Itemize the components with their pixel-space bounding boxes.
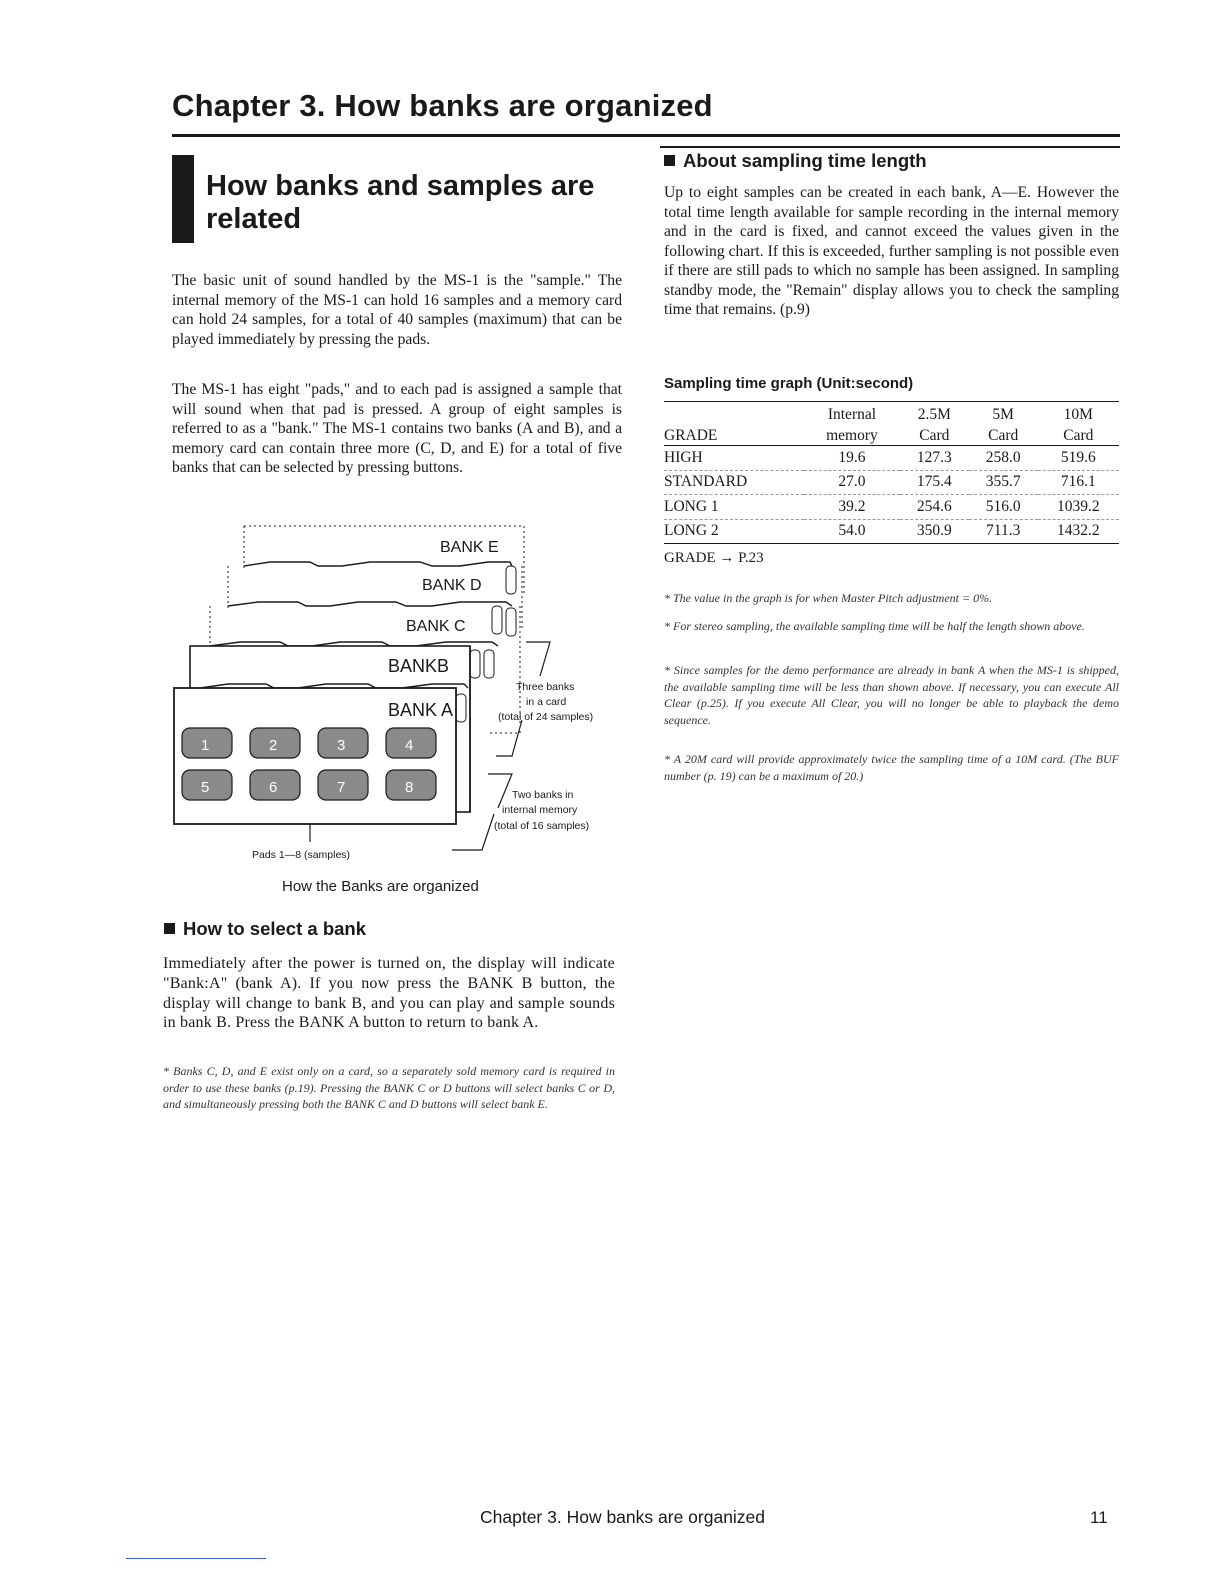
two-banks-label-1: Two banks in [512,789,574,801]
intro-paragraph: The basic unit of sound handled by the MS-1 is the "sample." The internal memory of the MS-1 can hold 16 samples and a memory card can hold 24 samples, for a total of 40 samples (maximum) that can be played immediately by pressing the pads. [172,272,622,348]
svg-text:4: 4 [405,737,414,754]
svg-text:5: 5 [201,779,210,796]
svg-text:1: 1 [201,737,210,754]
three-banks-label-3: (total of 24 samples) [498,711,594,723]
diagram-caption: How the Banks are organized [282,878,479,895]
bank-d-label: BANK D [422,577,482,594]
select-bank-note: * Banks C, D, and E exist only on a card, so a separately sold memory card is required in order to use these banks (p.19). Pressing the BANK C or D buttons will select banks C or D, and simultaneously pressing both the BANK C and D buttons will select bank E. [163,1064,615,1111]
bank-c-label: BANK C [406,618,466,635]
grade-reference: GRADE → P.23 [664,550,764,566]
three-banks-label-1: Three banks [516,681,575,693]
table-row: LONG 2 54.0 350.9 711.3 1432.2 [664,519,1119,544]
pad-4 [386,728,436,758]
bank-c-card [210,606,516,646]
note-master-pitch: * The value in the graph is for when Master Pitch adjustment = 0%. [664,591,993,605]
banks-diagram [170,518,630,898]
bank-d-card [228,566,516,606]
heading-square-marker [664,155,675,166]
section-heading: How banks and samples are related [206,170,595,235]
pad-1 [182,728,232,758]
footer-chapter-title: Chapter 3. How banks are organized [480,1507,766,1527]
pad-2 [250,728,300,758]
select-bank-heading: How to select a bank [164,918,366,940]
svg-text:8: 8 [405,779,414,796]
heading-square-marker [164,923,175,934]
svg-text:7: 7 [337,779,346,796]
pads-paragraph: The MS-1 has eight "pads," and to each pad is assigned a sample that will sound when that pad is pressed. A group of eight samples is referred to as a "bank." The MS-1 contains two banks (A and B), and a memory card can contain three more (C, D, and E) for a total of five banks that can be selected by pressing buttons. [172,381,622,476]
pad-7 [318,770,368,800]
pad-3 [318,728,368,758]
chapter-title: Chapter 3. How banks are organized [172,88,713,123]
sampling-time-heading: About sampling time length [664,150,927,172]
svg-text:6: 6 [269,779,278,796]
table-caption: Sampling time graph (Unit:second) [664,375,914,392]
sampling-time-paragraph: Up to eight samples can be created in each bank, A—E. However the total time length available for sample recording in the internal memory and in the card is fixed, and cannot exceed the values given in the following chart. If this is exceeded, further sampling is not possible even if there are still pads to which no sample has been assigned. In sampling standby mode, the "Remain" display allows you to check the sampling time that remains. (p.9) [664,184,1119,318]
section-marker-bar [172,155,194,243]
bank-a-label: BANK A [388,700,454,720]
note-20m-card: * A 20M card will provide approximately twice the sampling time of a 10M card. (The BUF number (p. 19) can be a maximum of 20.) [664,752,1119,783]
three-banks-label-2: in a card [526,696,567,708]
pad-8 [386,770,436,800]
card-bank-dotted-frame-e [244,526,524,593]
pad-5 [182,770,232,800]
section-rule [660,146,1120,148]
chapter-rule [172,134,1120,137]
footer-rule [126,1558,266,1559]
table-header-row: GRADE memory Card Card Card [664,424,1119,446]
card-banks-bracket [526,642,550,676]
pad-6 [250,770,300,800]
table-header-row: Internal 2.5M 5M 10M [664,402,1119,425]
svg-text:3: 3 [337,737,346,754]
bank-a-card [174,688,466,824]
svg-text:2: 2 [269,737,278,754]
select-bank-paragraph: Immediately after the power is turned on, the display will indicate "Bank:A" (bank A). If you now press the BANK B button, the display will change to bank B, and you can play and sample sounds in bank B. Press the BANK A button to return to bank A. [163,955,615,1032]
page-number: 11 [1090,1508,1108,1527]
note-demo-samples: * Since samples for the demo performance are already in bank A when the MS-1 is shipped, the available sampling time will be less than shown above. If necessary, you can execute All Clear (p.25). If you execute All Clear, you will no longer be able to playback the demo sequence. [664,663,1119,727]
sampling-time-table [664,401,1119,544]
bank-b-label: BANKB [388,656,450,676]
two-banks-label-2: internal memory [502,804,578,816]
table-row: LONG 1 39.2 254.6 516.0 1039.2 [664,495,1119,520]
bank-e-card [244,539,512,568]
pads-label: Pads 1—8 (samples) [252,849,351,861]
bank-e-label: BANK E [440,539,499,556]
two-banks-label-3: (total of 16 samples) [494,820,590,832]
table-row: STANDARD 27.0 175.4 355.7 716.1 [664,470,1119,495]
note-stereo-sampling: * For stereo sampling, the available sampling time will be half the length shown above. [664,619,1085,633]
internal-banks-bracket [488,774,512,808]
table-row: HIGH 19.6 127.3 258.0 519.6 [664,446,1119,471]
